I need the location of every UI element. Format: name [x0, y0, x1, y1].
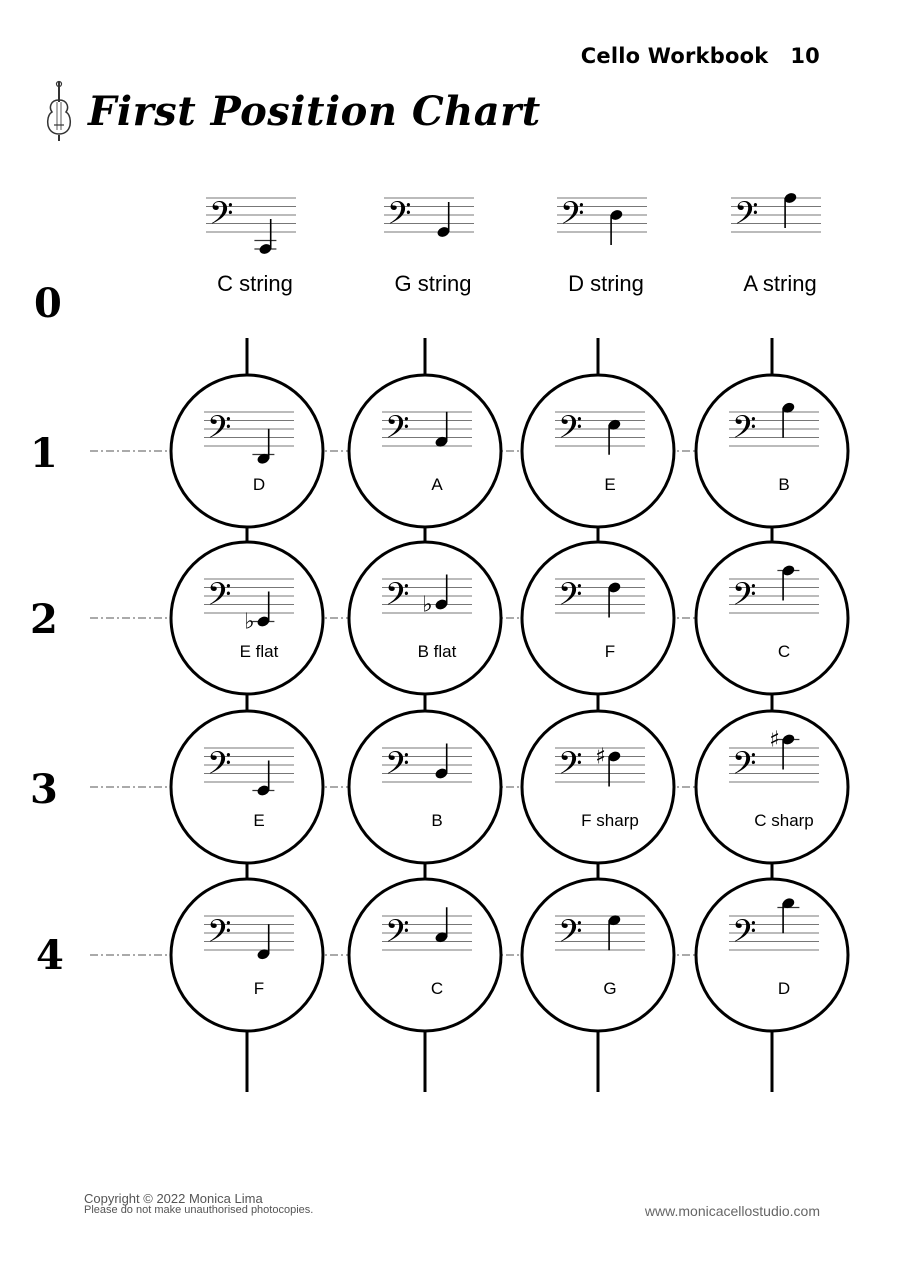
- note-circle[interactable]: [171, 711, 323, 863]
- string-label: A string: [743, 271, 817, 296]
- note-circle[interactable]: [696, 879, 848, 1031]
- svg-text:𝄢: 𝄢: [387, 194, 412, 239]
- copyright-text: Copyright © 2022 Monica Lima: [84, 1191, 263, 1206]
- website-link[interactable]: www.monicacellostudio.com: [644, 1203, 820, 1219]
- copyright-block: [84, 1192, 313, 1216]
- note-circle[interactable]: [696, 542, 848, 694]
- note-circle[interactable]: [696, 375, 848, 527]
- page-number: 10: [790, 44, 820, 68]
- note-label: G: [603, 979, 617, 998]
- open-string-staff: [206, 195, 296, 256]
- note-label: C: [777, 642, 791, 661]
- svg-text:𝄢: 𝄢: [558, 744, 583, 789]
- note-label: B flat: [417, 642, 457, 661]
- svg-text:𝄢: 𝄢: [560, 194, 585, 239]
- svg-text:𝄢: 𝄢: [385, 912, 410, 957]
- svg-text:𝄢: 𝄢: [732, 744, 757, 789]
- note-circle[interactable]: [171, 375, 323, 527]
- open-string-staff: [731, 191, 821, 238]
- note-circle[interactable]: [349, 375, 501, 527]
- note-circle[interactable]: [522, 542, 674, 694]
- note-label: E flat: [239, 642, 279, 661]
- note-circle[interactable]: [349, 879, 501, 1031]
- note-circle[interactable]: [522, 711, 674, 863]
- svg-text:𝄢: 𝄢: [558, 575, 583, 620]
- note-label: D: [252, 475, 266, 494]
- note-label: F: [253, 979, 265, 998]
- note-label: C sharp: [754, 811, 814, 830]
- svg-text:𝄢: 𝄢: [385, 744, 410, 789]
- note-label: F: [604, 642, 616, 661]
- svg-text:𝄢: 𝄢: [207, 912, 232, 957]
- note-label: F sharp: [581, 811, 639, 830]
- svg-text:𝄢: 𝄢: [732, 575, 757, 620]
- note-circle[interactable]: [171, 879, 323, 1031]
- flat-icon: ♭: [422, 592, 433, 618]
- finger-number: 3: [30, 766, 58, 813]
- page-title: First Position Chart: [88, 87, 541, 135]
- string-label: D string: [568, 271, 644, 296]
- flat-icon: ♭: [244, 609, 255, 635]
- svg-text:𝄢: 𝄢: [732, 408, 757, 453]
- photocopy-notice: Please do not make unauthorised photocopies.: [84, 1204, 314, 1216]
- open-string-staff: [384, 195, 474, 239]
- book-title: Cello Workbook: [580, 44, 769, 68]
- svg-text:𝄢: 𝄢: [209, 194, 234, 239]
- svg-text:𝄢: 𝄢: [207, 408, 232, 453]
- note-circle[interactable]: [522, 375, 674, 527]
- finger-number: 1: [30, 430, 58, 477]
- sharp-icon: ♯: [595, 744, 606, 770]
- open-string-staff: [557, 195, 647, 245]
- svg-text:𝄢: 𝄢: [558, 912, 583, 957]
- note-label: A: [431, 475, 443, 494]
- note-label: E: [253, 811, 265, 830]
- finger-number: 2: [30, 596, 58, 643]
- svg-text:𝄢: 𝄢: [558, 408, 583, 453]
- note-label: D: [777, 979, 791, 998]
- note-circle[interactable]: [349, 711, 501, 863]
- note-circle[interactable]: [522, 879, 674, 1031]
- note-label: B: [778, 475, 790, 494]
- svg-text:𝄢: 𝄢: [732, 912, 757, 957]
- sharp-icon: ♯: [769, 727, 780, 753]
- note-label: E: [604, 475, 616, 494]
- string-label: G string: [394, 271, 472, 296]
- finger-number: 4: [36, 932, 64, 979]
- svg-text:𝄢: 𝄢: [207, 744, 232, 789]
- string-label: C string: [217, 271, 293, 296]
- note-label: B: [431, 811, 443, 830]
- svg-text:𝄢: 𝄢: [207, 575, 232, 620]
- note-circle[interactable]: [349, 542, 501, 694]
- svg-text:𝄢: 𝄢: [385, 575, 410, 620]
- note-label: C: [430, 979, 444, 998]
- svg-text:𝄢: 𝄢: [385, 408, 410, 453]
- finger-number: 0: [34, 280, 62, 327]
- svg-text:𝄢: 𝄢: [734, 194, 759, 239]
